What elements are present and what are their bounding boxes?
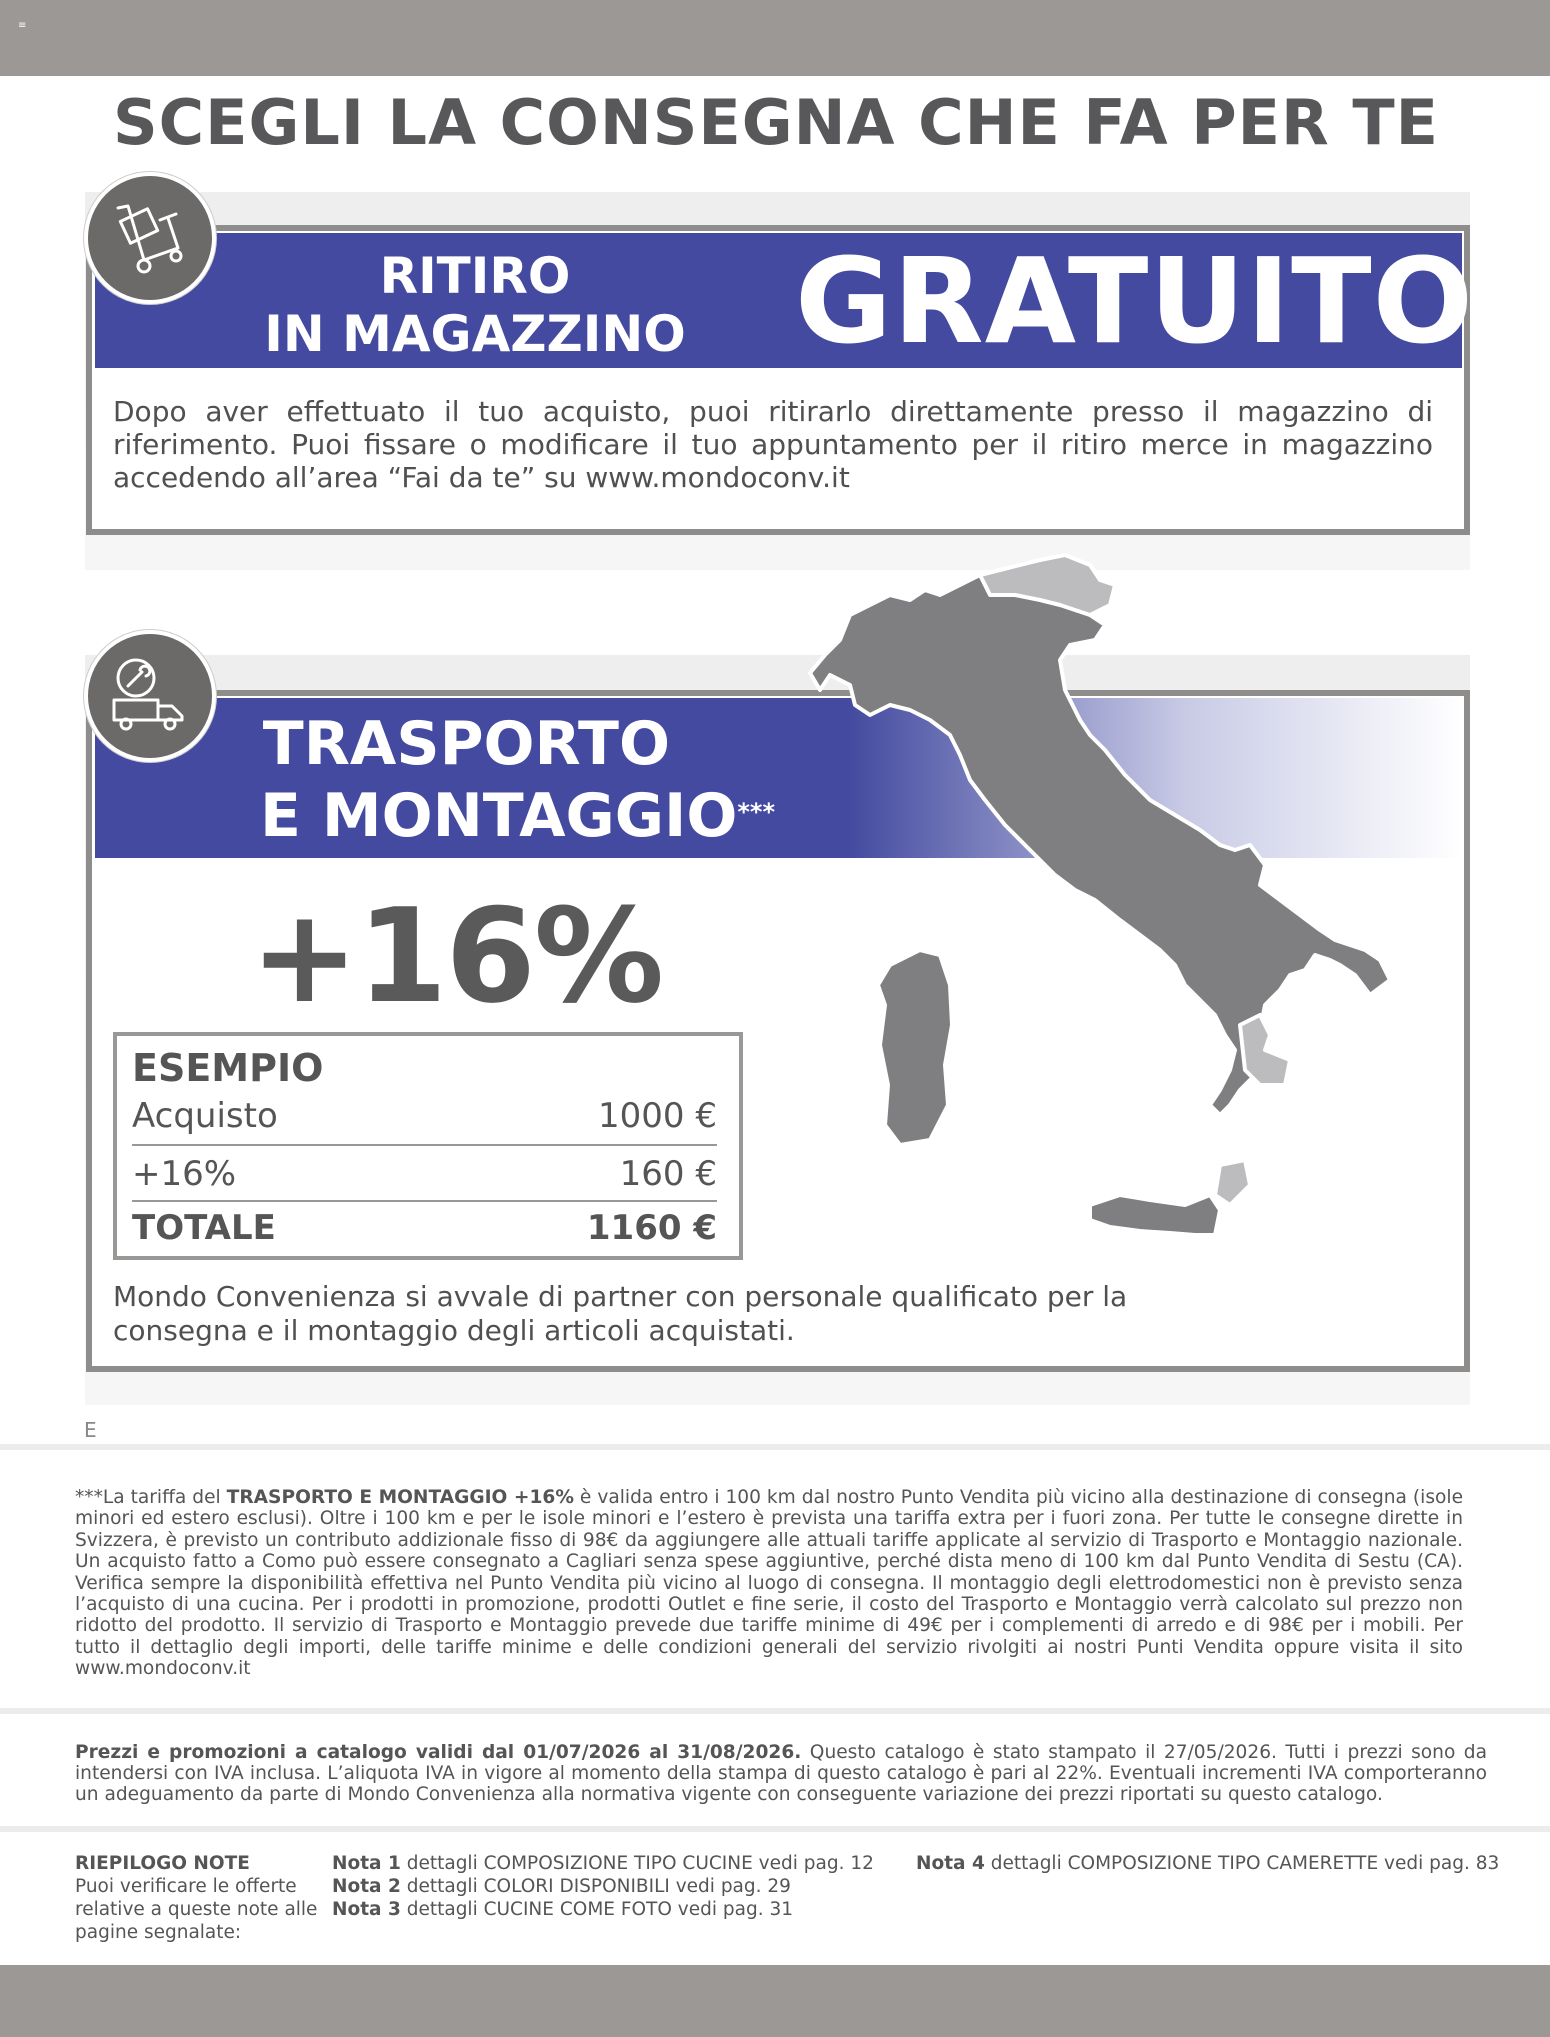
section1-price: GRATUITO <box>795 232 1474 370</box>
note-item: Nota 4 dettagli COMPOSIZIONE TIPO CAMERETTE vedi pag. 83 <box>916 1853 1500 1874</box>
map-sicily <box>1090 1195 1220 1235</box>
divider <box>0 1826 1550 1832</box>
example-divider <box>132 1200 717 1202</box>
map-sardinia <box>878 950 952 1145</box>
notes-list-2 <box>916 1852 1499 1875</box>
footnote: ***La tariffa del TRASPORTO E MONTAGGIO +16% è valida entro i 100 km dal nostro Punto Vendita più vicino alla destinazione di consegna (isole minori ed estero esclusi). Oltre i 100 km e per le isole minori e l’estero è prevista una tariffa extra per i fuori zona. Per tutte le consegne dirette in Svizzera, è previsto un contributo addizionale fisso di 98€ da aggiungere alle attuali tariffe applicate al servizio di Trasporto e Montaggio nazionale. Un acquisto fatto a Como può essere consegnato a Cagliari senza spese aggiuntive, perché dista meno di 100 km dal Punto Vendita di Sestu (CA). Verifica sempre la disponibilità effettiva nel Punto Vendita più vicino al luogo di consegna. Il montaggio degli elettrodomestici non è previsto senza l’acquisto di una cucina. Per i prodotti in promozione, prodotti Outlet e fine serie, il costo del Trasporto e Montaggio verrà calcolato sul prezzo non ridotto del prodotto. Il servizio di Trasporto e Montaggio prevede due tariffe minime di 49€ per i complementi di arredo e di 98€ per i mobili. Per tutto il dettaglio degli importi, delle tariffe minime e delle condizioni generali del servizio rivolgiti ai nostri Punti Vendita oppure visita il sito www.mondoconv.it <box>75 1487 1464 1680</box>
truck-tools-icon <box>84 630 216 762</box>
section2-label: TRASPORTO E MONTAGGIO*** <box>260 709 775 851</box>
menu-mark: ≡ <box>18 20 27 31</box>
validity-note: Prezzi e promozioni a catalogo validi dal 01/07/2026 al 31/08/2026. Questo catalogo è stato stampato il 27/05/2026. Tutti i prezzi sono da intendersi con IVA inclusa. L’aliquota IVA in vigore al momento della stampa di questo catalogo è pari al 22%. Eventuali incrementi IVA comporteranno un adeguamento da parte di Mondo Convenienza alla normativa vigente con conseguente variazione dei prezzi riportati su questo catalogo. <box>75 1742 1487 1805</box>
italy-map <box>790 545 1450 1235</box>
section2-price: +16% <box>250 880 663 1032</box>
section1-text: Dopo aver effettuato il tuo acquisto, puoi ritirarlo direttamente presso il magazzino di riferimento. Puoi fissare o modificare il tuo appuntamento per il ritiro merce in magazzino accedendo all’area “Fai da te” su www.mondoconv.it <box>113 395 1433 494</box>
example-row-total: TOTALE 1160 € <box>132 1208 717 1248</box>
section2-text: Mondo Convenienza si avvale di partner con personale qualificato per la consegna e il montaggio degli articoli acquistati. <box>113 1280 1128 1347</box>
hand-truck-icon <box>84 172 216 304</box>
divider <box>0 1444 1550 1450</box>
asterisk-mark: *** <box>737 798 775 826</box>
section1-label: RITIRO IN MAGAZZINO <box>264 247 686 363</box>
map-calabria <box>1215 1160 1250 1205</box>
example-row-purchase: Acquisto 1000 € <box>132 1096 717 1136</box>
note-item: Nota 2 dettagli COLORI DISPONIBILI vedi pag. 29 <box>332 1876 791 1897</box>
example-heading: ESEMPIO <box>132 1046 324 1090</box>
page-title: SCEGLI LA CONSEGNA CHE FA PER TE <box>113 86 1439 159</box>
notes-list <box>332 1852 874 1921</box>
notes-summary: RIEPILOGO NOTE Puoi verificare le offerte relative a queste note alle pagine segnalate: <box>75 1853 318 1943</box>
page-letter: E <box>84 1418 97 1442</box>
map-south <box>1240 1015 1290 1085</box>
note-item: Nota 3 dettagli CUCINE COME FOTO vedi pag. 31 <box>332 1899 794 1920</box>
example-divider <box>132 1144 717 1146</box>
section1-band <box>95 232 1474 370</box>
bottom-bar <box>0 1965 1550 2037</box>
divider <box>0 1708 1550 1714</box>
top-bar <box>0 0 1550 76</box>
note-item: Nota 1 dettagli COMPOSIZIONE TIPO CUCINE vedi pag. 12 <box>332 1853 874 1874</box>
example-box <box>113 1032 743 1260</box>
example-row-surcharge: +16% 160 € <box>132 1154 717 1194</box>
